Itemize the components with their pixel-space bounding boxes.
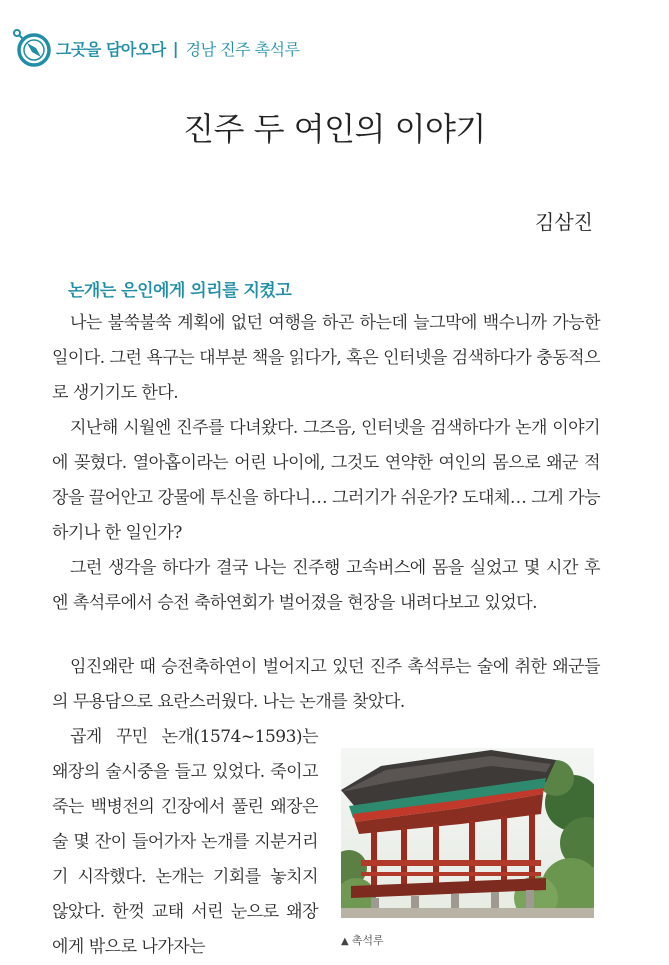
paragraph: 나는 불쑥불쑥 계획에 없던 여행을 하곤 하는데 늘그막에 백수니까 가능한 일이다. 그런 욕구는 대부분 책을 읽다가, 혹은 인터넷을 검색하다가 충동적으로 생기기도 한다.: [52, 313, 600, 403]
section-header: [12, 28, 299, 68]
article-body: [52, 306, 600, 621]
paragraph: 지난해 시월엔 진주를 다녀왔다. 그즈음, 인터넷을 검색하다가 논개 이야기에 꽂혔다. 열아홉이라는 어린 나이에, 그것도 연약한 여인의 몸으로 왜군 적장을 끌어안고 강물에 투신을 하다니… 그러기가 쉬운가? 도대체… 그게 가능하기나 한 일인가?: [52, 418, 600, 543]
triangle-marker-icon: ▲: [341, 936, 349, 947]
article-subheading: 논개는 은인에게 의리를 지켰고: [68, 281, 292, 301]
photo-caption: [341, 932, 384, 948]
article-body-continued: [52, 650, 600, 720]
pavilion-photo: [341, 748, 594, 918]
article-title: 진주 두 여인의 이야기: [183, 110, 486, 148]
location-label: 경남 진주 촉석루: [185, 39, 300, 59]
caption-text: 촉석루: [351, 934, 384, 947]
article-author: 김삼진: [535, 210, 593, 234]
compass-icon: [12, 28, 52, 68]
paragraph: 그런 생각을 하다가 결국 나는 진주행 고속버스에 몸을 실었고 몇 시간 후엔 촉석루에서 승전 축하연회가 벌어졌을 현장을 내려다보고 있었다.: [52, 558, 600, 613]
paragraph: 곱게 꾸민 논개(1574~1593)는 왜장의 술시중을 들고 있었다. 죽이고 죽는 백병전의 긴장에서 풀린 왜장은 술 몇 잔이 들어가자 논개를 지분거리기 시작했다. 논개는 기회를 놓치지 않았다. 한껏 교태 서린 눈으로 왜장에게 밖으로 나가자는: [52, 727, 318, 957]
paragraph: 임진왜란 때 승전축하연이 벌어지고 있던 진주 촉석루는 술에 취한 왜군들의 무용담으로 요란스러웠다. 나는 논개를 찾았다.: [52, 657, 600, 712]
article-body-beside-photo: [52, 720, 318, 965]
header-separator: |: [172, 38, 179, 58]
section-title: 그곳을 담아오다: [56, 39, 166, 59]
